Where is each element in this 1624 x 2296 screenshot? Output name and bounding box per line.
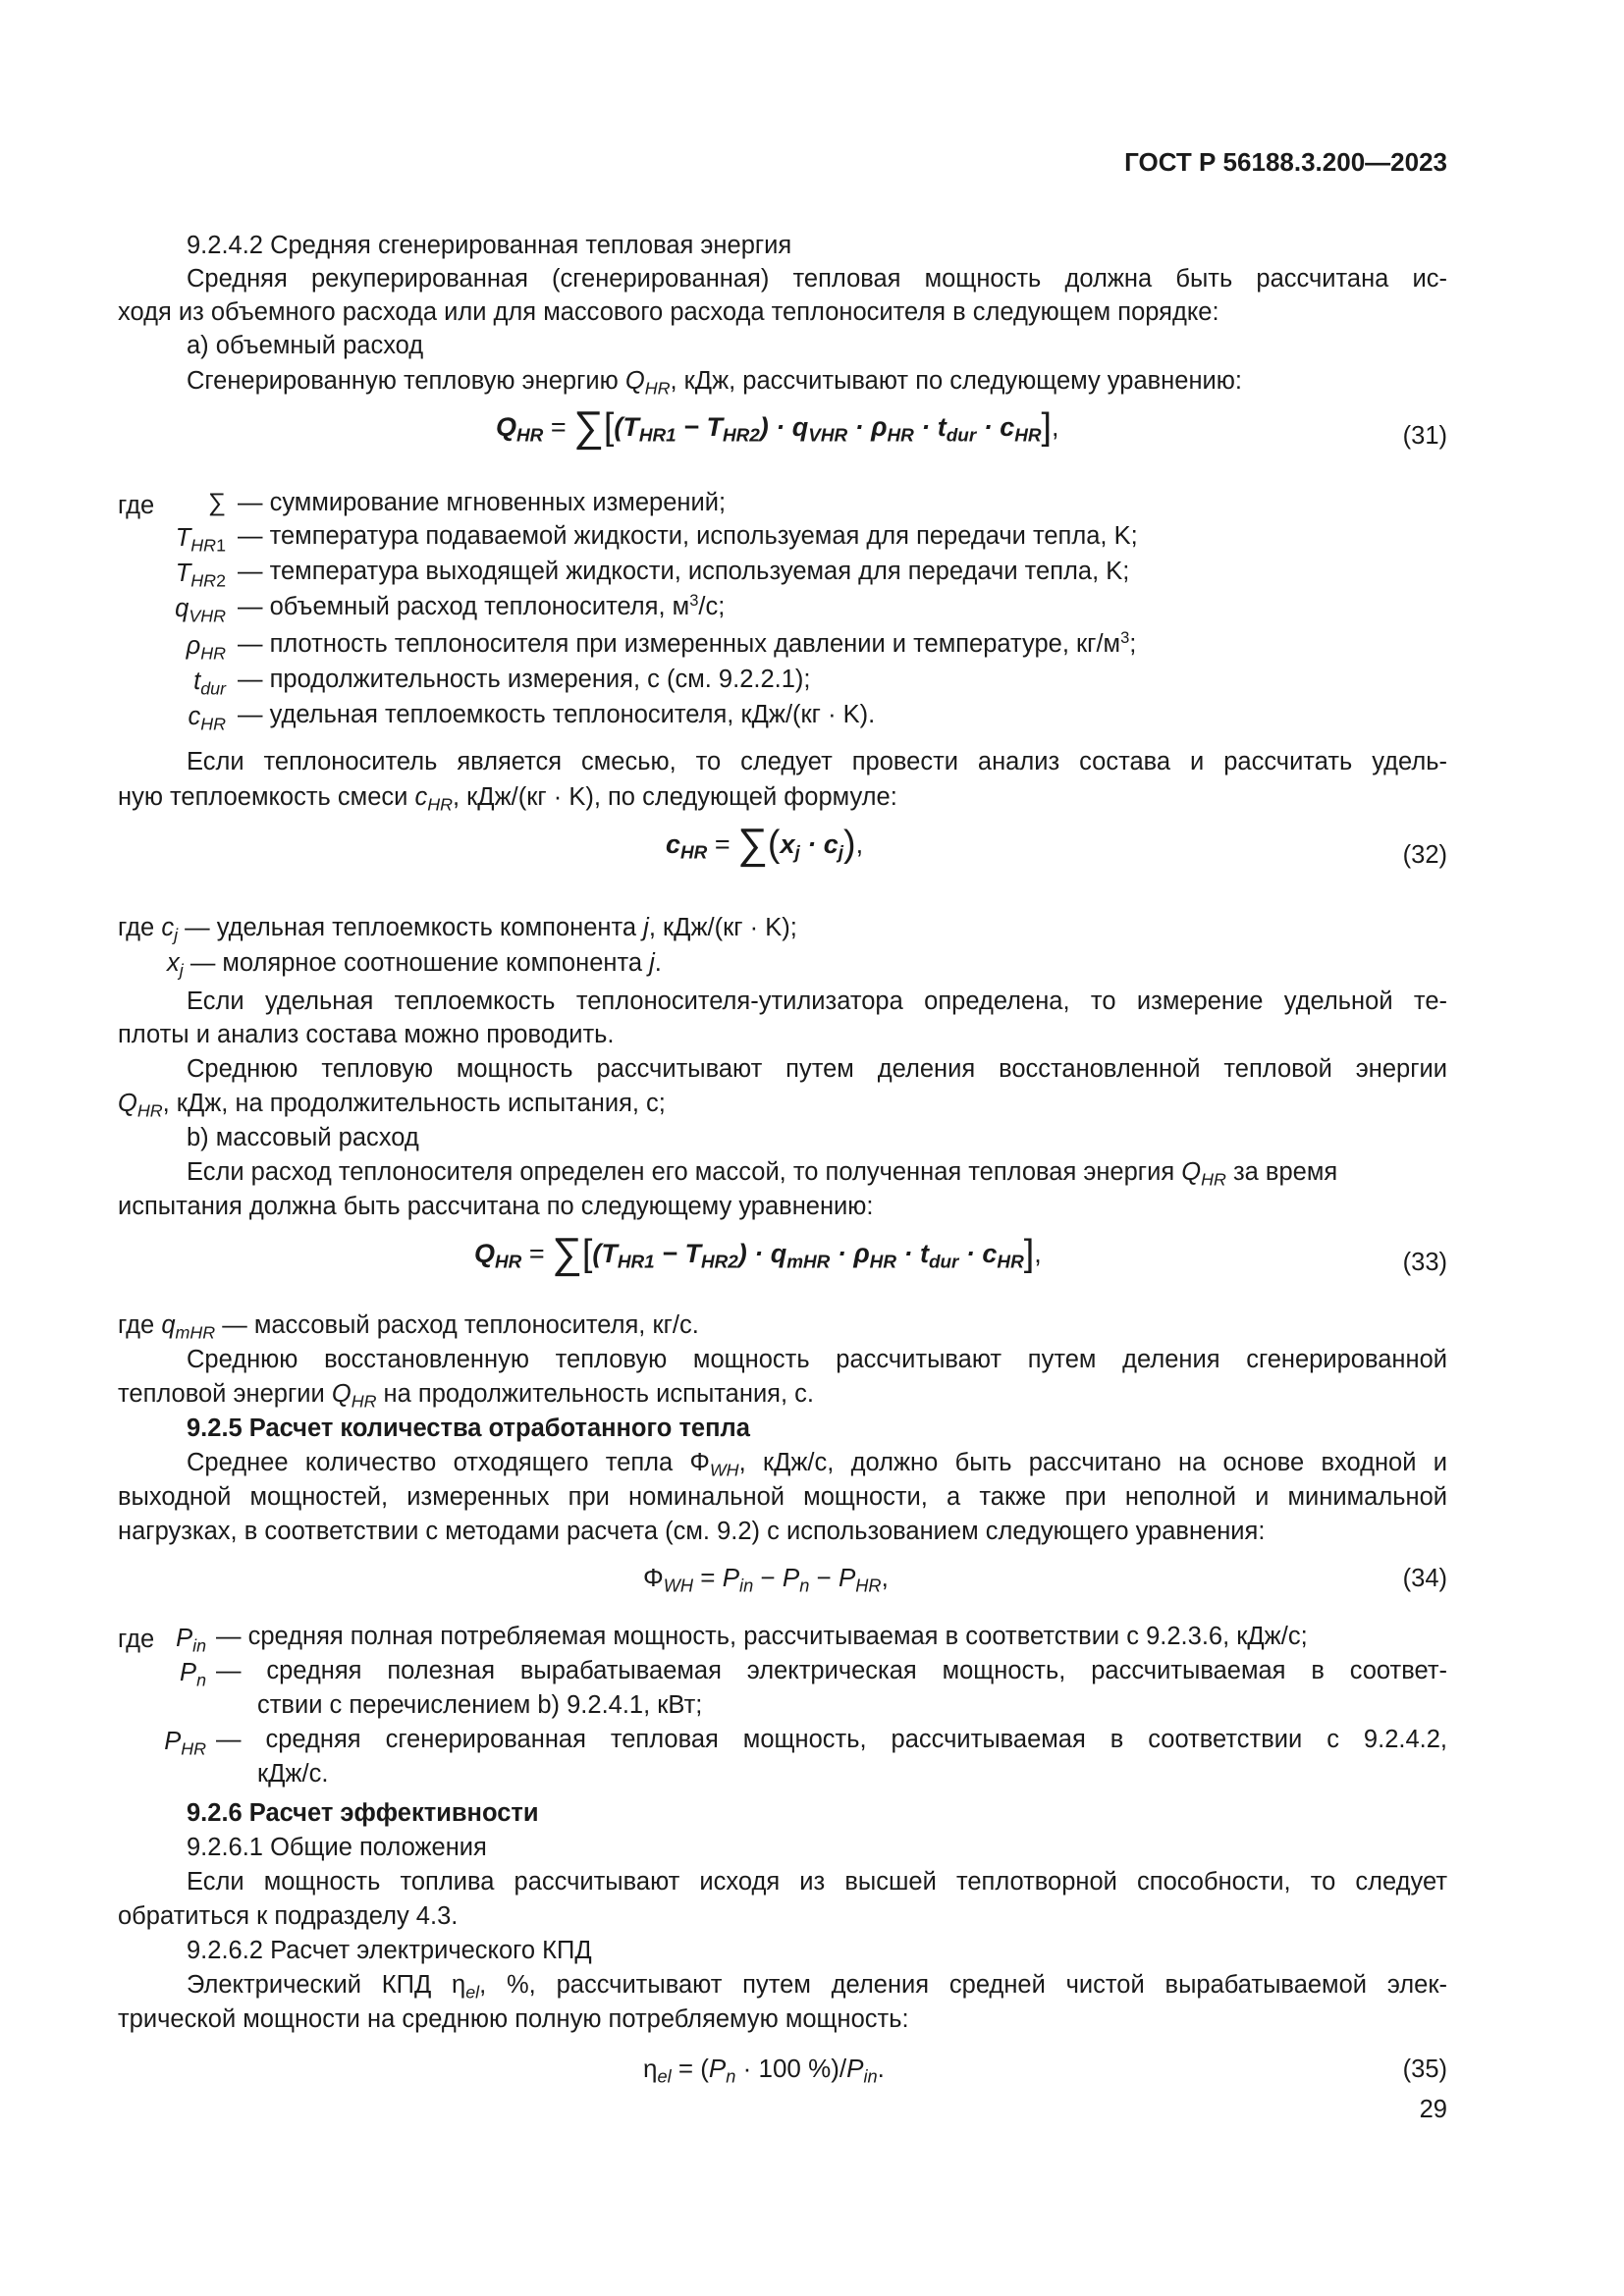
symbol-c-hr: $c_{HR}$ — [188, 703, 226, 734]
equation-number-35: (35) — [1402, 2056, 1447, 2083]
section-heading: 9.2.5 Расчет количества отработанного тепла — [187, 1415, 750, 1442]
definition: — средняя полезная вырабатываемая электрическая мощность, рассчитываемая в соответ- — [216, 1657, 1447, 1684]
list-item-a: а) объемный расход — [187, 332, 424, 359]
definition: — плотность теплоносителя при измеренных давлении и температуре, $кг/м^3$; — [238, 627, 1137, 658]
definition: — удельная теплоемкость теплоносителя, кДж/(кг · K). — [238, 701, 876, 728]
formula-31: $Q_{HR} = \sum[(T_{HR1} - T_{HR2}) \cdot q_{VHR} \cdot \rho_{HR} \cdot t_{dur} \cdot c_{HR}]$, — [496, 403, 1059, 452]
paragraph-line: Если мощность топлива рассчитывают исходя из высшей теплотворной способности, то следует — [187, 1868, 1447, 1896]
paragraph-line: Электрический КПД $\eta_{el}$, %, рассчитывают путем деления средней чистой вырабатываемой элек- — [187, 1971, 1447, 2002]
definition: $x_j$ — молярное соотношение компонента j. — [167, 949, 662, 981]
subsection-heading: 9.2.6.2 Расчет электрического КПД — [187, 1937, 592, 1964]
subsection-heading: 9.2.6.1 Общие положения — [187, 1834, 487, 1861]
section-heading: 9.2.6 Расчет эффективности — [187, 1799, 539, 1827]
paragraph-line: обратиться к подразделу 4.3. — [118, 1902, 459, 1930]
paragraph-line: нагрузках, в соответствии с методами расчета (см. 9.2) с использованием следующего уравнения: — [118, 1518, 1266, 1545]
paragraph-line: ходя из объемного расхода или для массового расхода теплоносителя в следующем порядке: — [118, 298, 1219, 326]
formula-32: $c_{HR} = \sum(x_j \cdot c_j)$, — [666, 821, 864, 869]
equation-number-34: (34) — [1402, 1565, 1447, 1592]
equation-number-33: (33) — [1402, 1249, 1447, 1276]
paragraph-line: Средняя рекуперированная (сгенерированная) тепловая мощность должна быть рассчитана ис- — [187, 265, 1447, 293]
where-label: где — [118, 1626, 155, 1653]
paragraph-line: трической мощности на среднюю полную потребляемую мощность: — [118, 2005, 909, 2033]
definition-continuation: кДж/с. — [257, 1760, 329, 1788]
definition: — суммирование мгновенных измерений; — [238, 489, 727, 516]
where-label: где — [118, 492, 155, 519]
paragraph-line: Среднее количество отходящего тепла $\Phi_{WH}$, кДж/с, должно быть рассчитано на основе входной и — [187, 1449, 1447, 1480]
symbol-t-dur: $t_{dur}$ — [193, 667, 226, 699]
definition: — температура выходящей жидкости, используемая для передачи тепла, K; — [238, 558, 1130, 585]
formula-35: $\eta_{el} = (P_n \cdot 100$ $\%)/P_{in}$. — [643, 2054, 885, 2087]
symbol-q-vhr: $q_{VHR}$ — [175, 595, 226, 626]
equation-number-31: (31) — [1402, 422, 1447, 450]
formula-34: $\Phi_{WH} = P_{in} - P_n - P_{HR}$, — [643, 1563, 889, 1596]
definition: где $c_j$ — удельная теплоемкость компонента j, кДж/(кг · K); — [118, 914, 797, 945]
definition: — температура подаваемой жидкости, используемая для передачи тепла, K; — [238, 522, 1138, 550]
paragraph-line: Если расход теплоносителя определен его массой, то полученная тепловая энергия $Q_{HR}$ за время — [187, 1158, 1338, 1190]
symbol-t-hr2: $T_{HR2}$ — [175, 560, 226, 591]
definition: — средняя полная потребляемая мощность, рассчитываемая в соответствии с 9.2.3.6, кДж/с; — [216, 1623, 1308, 1650]
definition-continuation: ствии с перечислением b) 9.2.4.1, кВт; — [257, 1691, 703, 1719]
definition: где $q_{mHR}$ — массовый расход теплоносителя, кг/с. — [118, 1311, 699, 1343]
paragraph-line: испытания должна быть рассчитана по следующему уравнению: — [118, 1193, 874, 1220]
page-number: 29 — [1419, 2096, 1447, 2123]
paragraph-line: Если теплоноситель является смесью, то следует провести анализ состава и рассчитать удель- — [187, 748, 1447, 775]
symbol-sum: ∑ — [207, 489, 226, 516]
equation-number-32: (32) — [1402, 841, 1447, 869]
paragraph-line: тепловой энергии $Q_{HR}$ на продолжительность испытания, с. — [118, 1380, 814, 1412]
formula-33: $Q_{HR} = \sum[(T_{HR1} - T_{HR2}) \cdot q_{mHR} \cdot \rho_{HR} \cdot t_{dur} \cdot c_{HR}]$, — [474, 1230, 1042, 1278]
paragraph-line: выходной мощностей, измеренных при номинальной мощности, а также при неполной и минимальной — [118, 1483, 1447, 1511]
document-header: ГОСТ Р 56188.3.200—2023 — [1124, 147, 1447, 177]
symbol-p-n: $P_n$ — [180, 1659, 206, 1690]
symbol-p-in: $P_{in}$ — [176, 1625, 206, 1656]
symbol-t-hr1: $T_{HR1}$ — [175, 524, 226, 556]
paragraph-line: Если удельная теплоемкость теплоносителя-утилизатора определена, то измерение удельной те- — [187, 988, 1447, 1015]
subsection-heading: 9.2.4.2 Средняя сгенерированная тепловая энергия — [187, 232, 792, 259]
definition: — объемный расход теплоносителя, $м^3/с$; — [238, 590, 726, 620]
paragraph-line: плоты и анализ состава можно проводить. — [118, 1021, 615, 1048]
paragraph-line: Среднюю восстановленную тепловую мощность рассчитывают путем деления сгенерированной — [187, 1346, 1447, 1373]
paragraph-line: $Q_{HR}$, кДж, на продолжительность испытания, с; — [118, 1090, 666, 1121]
symbol-p-hr: $P_{HR}$ — [164, 1728, 206, 1759]
paragraph-line: Среднюю тепловую мощность рассчитывают путем деления восстановленной тепловой энергии — [187, 1055, 1447, 1083]
list-item-b: b) массовый расход — [187, 1124, 419, 1151]
symbol-rho-hr: $\rho_{HR}$ — [186, 632, 226, 664]
definition: — продолжительность измерения, с (см. 9.2.2.1); — [238, 666, 811, 693]
paragraph-line: Сгенерированную тепловую энергию $Q_{HR}$, кДж, рассчитывают по следующему уравнению: — [187, 367, 1242, 399]
definition: — средняя сгенерированная тепловая мощность, рассчитываемая в соответствии с 9.2.4.2, — [216, 1726, 1447, 1753]
paragraph-line: ную теплоемкость смеси $c_{HR}$, кДж/(кг · K), по следующей формуле: — [118, 783, 897, 815]
